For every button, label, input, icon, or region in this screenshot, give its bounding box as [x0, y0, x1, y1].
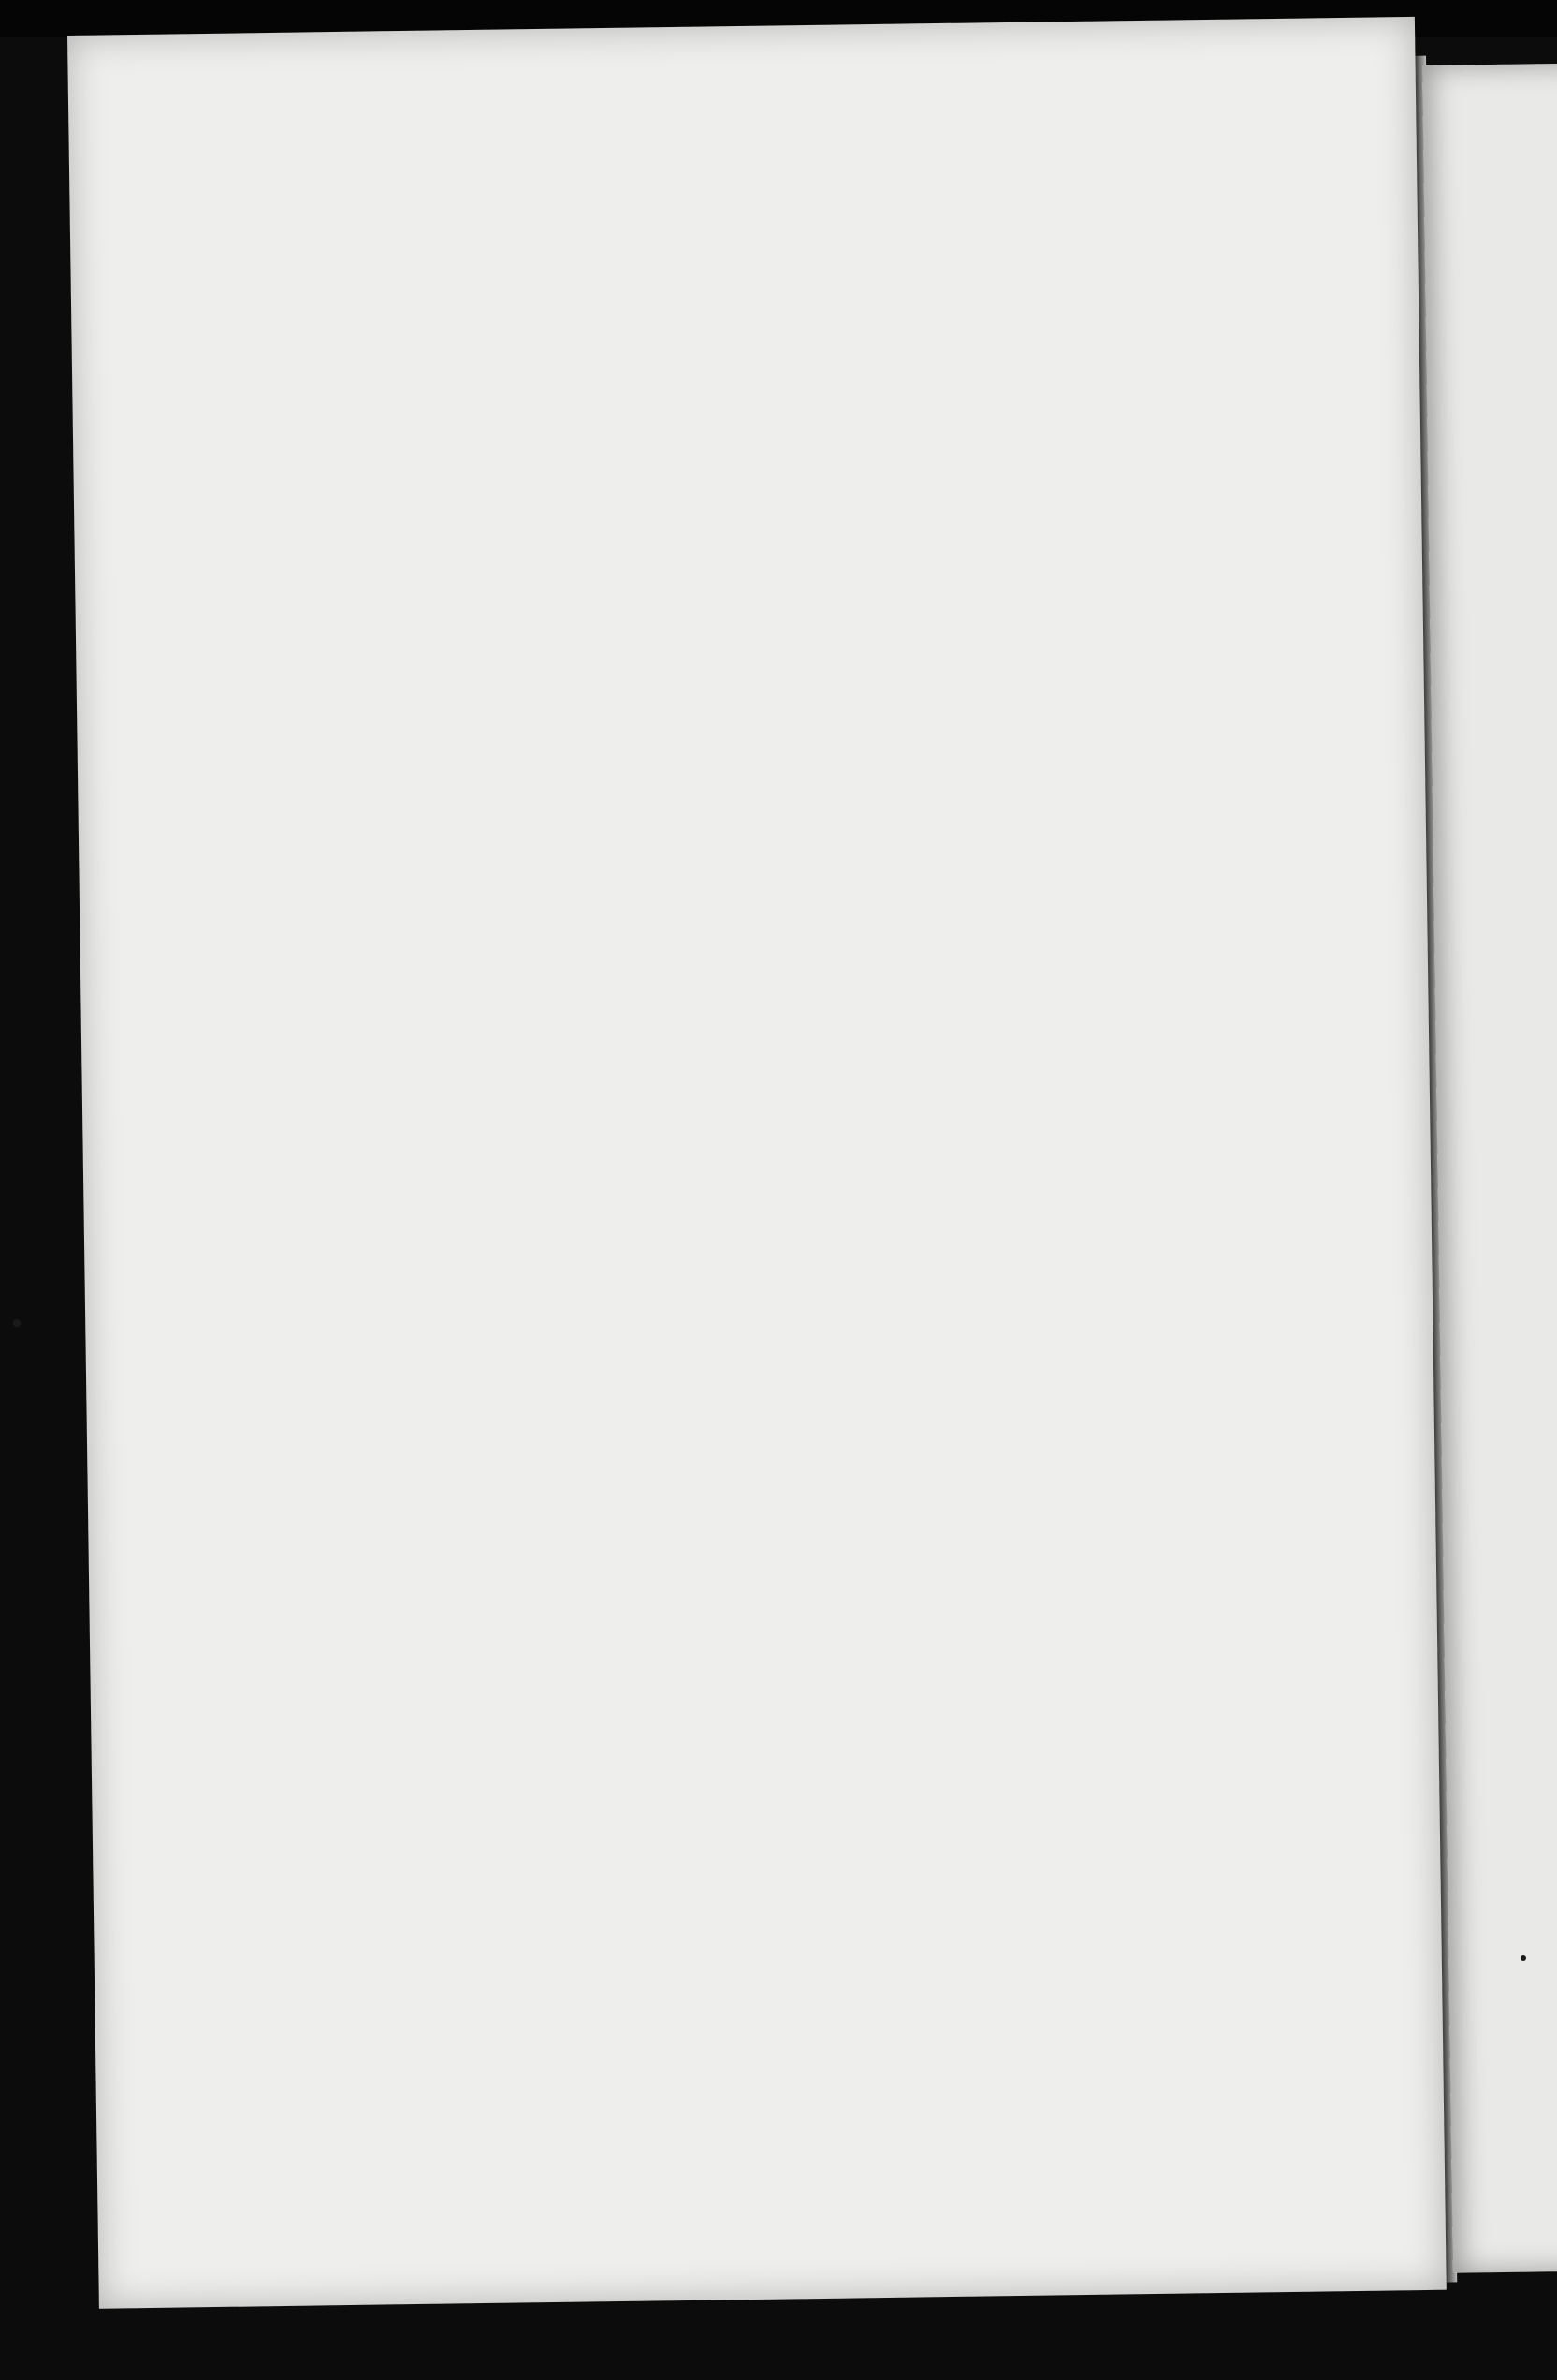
scan-speck — [1521, 1955, 1526, 1961]
scan-speck — [13, 1319, 21, 1327]
facing-page-column — [1456, 64, 1557, 65]
page-content — [196, 214, 1348, 296]
page-number — [196, 226, 468, 230]
left-page — [67, 17, 1447, 2309]
running-head — [196, 214, 1348, 296]
